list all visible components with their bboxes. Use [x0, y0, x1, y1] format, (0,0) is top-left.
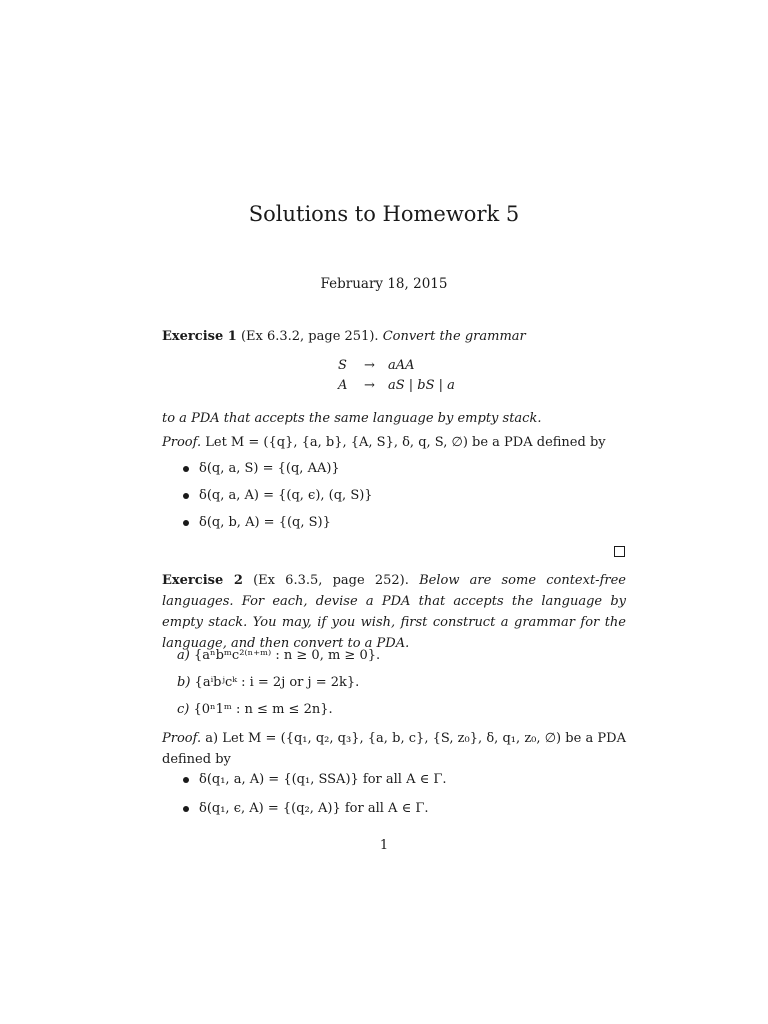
bullet-icon [183, 466, 189, 472]
proof-label: Proof. [162, 731, 202, 746]
part-b: b) {aⁱbʲcᵏ : i = 2j or j = 2k}. [177, 675, 360, 690]
list-item: δ(q₁, a, A) = {(q₁, SSA)} for all A ∈ Γ. [183, 772, 447, 787]
part-a: a) {aⁿbᵐc²⁽ⁿ⁺ᵐ⁾ : n ≥ 0, m ≥ 0}. [177, 648, 381, 663]
bullet-icon [183, 493, 189, 499]
exercise-2-proof [162, 728, 626, 770]
rule-1-rhs: aAA [388, 358, 415, 373]
document-date: February 18, 2015 [320, 276, 448, 292]
rule-2-rhs: aS | bS | a [388, 378, 455, 393]
exercise-1-statement [162, 326, 626, 347]
exercise-1-reference: (Ex 6.3.2, page 251). [240, 329, 379, 344]
grammar-rule-2 [0, 378, 768, 398]
rule-2-lhs: A [338, 378, 348, 393]
exercise-1-heading: Exercise 1 [162, 329, 237, 344]
bullet-icon [183, 806, 189, 812]
exercise-2-prompt: Below are some context-free languages. For each, devise a PDA that accepts the language by empty stack. You may, if you wish, first construct a grammar for the language, and then convert to a PDA. [162, 573, 626, 651]
rule-1-arrow: → [364, 358, 375, 373]
rule-1-lhs: S [338, 358, 347, 373]
proof-text: Let M = ({q}, {a, b}, {A, S}, δ, q, S, ∅) be a PDA defined by [205, 435, 606, 450]
part-c: c) {0ⁿ1ᵐ : n ≤ m ≤ 2n}. [177, 702, 333, 717]
document-title: Solutions to Homework 5 [248, 202, 520, 226]
exercise-2-statement [162, 570, 626, 654]
page-number: 1 [379, 838, 389, 853]
list-item: δ(q, a, A) = {(q, ϵ), (q, S)} [183, 488, 373, 503]
proof-text: a) Let M = ({q₁, q₂, q₃}, {a, b, c}, {S, z₀}, δ, q₁, z₀, ∅) be a PDA defined by [162, 731, 626, 767]
exercise-1-prompt: Convert the grammar [382, 329, 526, 344]
list-item: δ(q, b, A) = {(q, S)} [183, 515, 331, 530]
proof-label: Proof. [162, 435, 202, 450]
exercise-2-reference: (Ex 6.3.5, page 252). [253, 573, 409, 588]
exercise-2-heading: Exercise 2 [162, 573, 243, 588]
bullet-icon [183, 520, 189, 526]
grammar-rule-1 [0, 358, 768, 378]
list-item: δ(q, a, S) = {(q, AA)} [183, 461, 340, 476]
list-item: δ(q₁, ϵ, A) = {(q₂, A)} for all A ∈ Γ. [183, 801, 428, 816]
exercise-1-proof [162, 432, 626, 453]
rule-2-arrow: → [364, 378, 375, 393]
exercise-1-after: to a PDA that accepts the same language by empty stack. [162, 411, 542, 426]
qed-square-icon [614, 546, 625, 557]
bullet-icon [183, 777, 189, 783]
